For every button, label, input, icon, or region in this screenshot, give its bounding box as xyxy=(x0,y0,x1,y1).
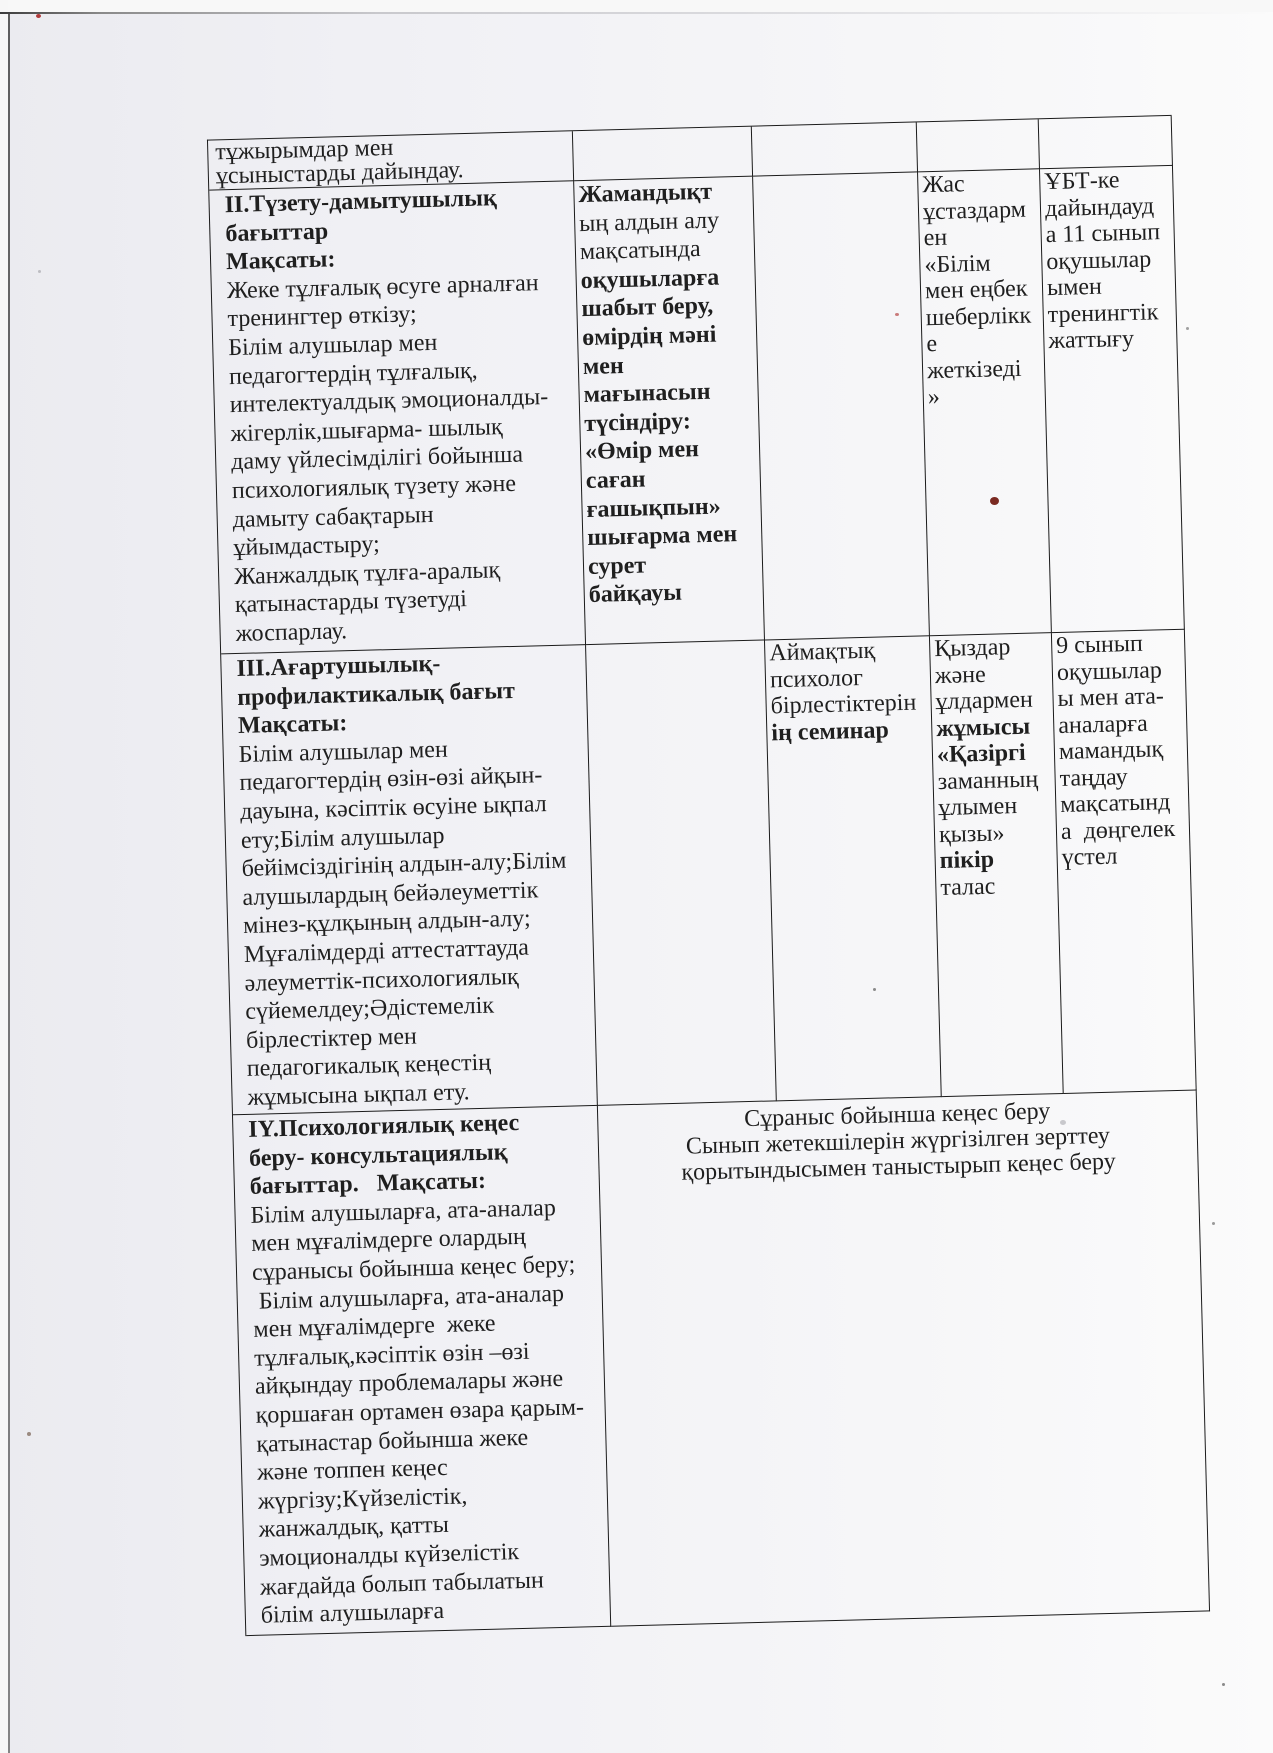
cell-r2-c1 xyxy=(209,181,586,654)
cell-r2-c2-line: байқауы xyxy=(588,579,683,609)
cell-r2-c1-line: дамыту сабақтарын xyxy=(232,501,434,533)
cell-r3-c1-line: педагогтердің өзін-өзі айқын- xyxy=(239,762,543,797)
cell-r2-c4-line: «Білім xyxy=(924,250,991,278)
cell-r2-c4-line: шеберлікк xyxy=(925,302,1032,331)
cell-r4-c1-line: бағыттар. Мақсаты: xyxy=(249,1168,487,1201)
cell-r3-c4-line: Қыздар xyxy=(933,634,1011,663)
scan-speck xyxy=(27,1432,31,1436)
cell-r4-c1-line: сұранысы бойынша кеңес беру; xyxy=(251,1251,576,1286)
cell-r2-c2-line: мақсатында xyxy=(579,236,701,266)
cell-r2-c2-line: саған xyxy=(585,466,646,494)
cell-r3-c4-line: ұлымен xyxy=(938,793,1018,822)
cell-r3-c5-line: мамандық xyxy=(1058,736,1164,765)
cell-r2-c3 xyxy=(753,172,930,640)
cell-r3-c1-line: мінез-құлқының алдын-алу; xyxy=(242,905,531,940)
cell-r3-c4-line: пікір xyxy=(939,846,995,875)
cell-r2-c1-line: қатынастарды түзетуді xyxy=(234,586,468,619)
cell-r3-c5-line: оқушылар xyxy=(1056,656,1163,686)
cell-r1-c1-line: ұсыныстарды дайындау. xyxy=(215,157,464,190)
cell-r2-c1-line: жігерлік,шығарма- шылық xyxy=(230,413,503,447)
cell-r4-c1-line: тұлғалық,кәсіптік өзін –өзі xyxy=(253,1338,530,1372)
cell-r4-c1-line: эмоционалды күйзелістік xyxy=(259,1538,520,1572)
cell-r3-c3-line: психолог xyxy=(769,664,864,693)
cell-r3-c5-line: мақсатынд xyxy=(1059,789,1171,818)
cell-r3-c1-line: III.Ағартушылық- xyxy=(236,650,441,683)
cell-r2-c4-line: е xyxy=(926,330,938,358)
cell-r2-c4-line: ұстаздарм xyxy=(922,196,1027,225)
cell-r3-c1-line: бейімсіздігінің алдын-алу;Білім xyxy=(241,847,567,883)
cell-r2-c1-line: даму үйлесімділігі бойынша xyxy=(230,441,524,476)
cell-r2-c1-line: бағыттар xyxy=(225,218,329,247)
cell-r2-c5-line: ҰБТ-ке xyxy=(1043,167,1120,196)
scan-speck xyxy=(1222,1683,1225,1686)
cell-r3-c5 xyxy=(1052,630,1197,1094)
cell-r2-c5-line: а 11 сынып xyxy=(1045,219,1161,249)
cell-r2-c1-line: жоспарлау. xyxy=(235,618,348,647)
scan-speck xyxy=(38,270,41,273)
cell-r2-c2-line: өмірдің мәні xyxy=(581,321,717,352)
cell-r2-c2-line: шабыт беру, xyxy=(581,293,714,323)
cell-r3-c1-line: бірлестіктер мен xyxy=(245,1023,418,1054)
scan-edge-left-strip xyxy=(0,0,8,1753)
cell-r4-c1-line: IY.Психологиялық кеңес xyxy=(248,1109,520,1143)
cell-r2-c1-line: психологиялық түзету және xyxy=(231,470,517,505)
cell-r3-c4-line: ұлдармен xyxy=(935,686,1034,716)
cell-r2-c4-line: » xyxy=(927,383,941,411)
cell-r4-c1-line: қатынастар бойынша жеке xyxy=(256,1424,529,1458)
cell-r2-c1-line: Мақсаты: xyxy=(225,246,336,276)
cell-r2-c1-line: II.Түзету-дамытушылық xyxy=(224,185,498,219)
cell-r3-c4-line: және xyxy=(934,661,986,689)
cell-r1-c1-line: тұжырымдар мен xyxy=(214,134,394,166)
cell-r4-c1-line: білім алушыларға xyxy=(260,1598,445,1629)
cell-r2-c5-line: дайындауд xyxy=(1044,192,1155,222)
cell-r2-c4-line: ен xyxy=(923,224,948,252)
cell-r3-c1-line: ету;Білім алушылар xyxy=(240,822,445,854)
cell-r3-c4-line: жұмысы xyxy=(935,713,1031,742)
cell-r4-c1-line: жүргізу;Күйзелістік, xyxy=(257,1483,468,1515)
cell-r3-c1-line: Білім алушылар мен xyxy=(238,736,449,768)
cell-r2-c4-line: жеткізеді xyxy=(926,355,1022,384)
cell-r3-c1-line: Мұғалімдерді аттестаттауда xyxy=(243,934,530,968)
cell-r4-c1-line: беру- консультациялық xyxy=(248,1138,508,1172)
cell-r2-c4-line: Жас xyxy=(922,171,965,199)
cell-r4-merged-line: қорытындысымен таныстырып кеңес беру xyxy=(681,1148,1116,1186)
cell-r2-c1-line: Білім алушылар мен xyxy=(227,329,438,362)
cell-r4-c1-line: және топпен кеңес xyxy=(256,1455,448,1486)
cell-r3-c3-line: ің семинар xyxy=(771,716,890,746)
cell-r3-c4-line: «Қазіргі xyxy=(936,739,1026,769)
cell-r3-c4-line: заманның xyxy=(937,766,1039,795)
cell-r2-c5-line: тренингтік xyxy=(1047,298,1159,328)
cell-r2-c2-line: Жамандықт xyxy=(578,178,713,209)
cell-r2-c2-line: шығарма мен xyxy=(586,521,738,552)
cell-r4-c1-line: қоршаған ортамен өзара қарым- xyxy=(255,1394,585,1429)
cell-r2-c2-line: мен xyxy=(582,352,625,380)
scan-speck xyxy=(1186,327,1189,330)
cell-r3-c5-line: 9 сынып xyxy=(1055,630,1144,659)
cell-r2-c2-line: мағынасын xyxy=(583,378,711,409)
plan-table xyxy=(207,115,1210,1636)
scan-edge-top-strip xyxy=(0,0,1273,12)
cell-r4-c1-line: жағдайда болып табылатын xyxy=(259,1566,545,1601)
cell-r1-c5 xyxy=(1039,116,1173,169)
scan-speck xyxy=(1212,1222,1215,1225)
cell-r2-c2 xyxy=(574,177,765,645)
cell-r2-c1-line: педагогтердің тұлғалық, xyxy=(228,357,478,390)
cell-r2-c5-line: оқушылар xyxy=(1046,245,1152,275)
cell-r3-c2 xyxy=(586,640,777,1105)
scan-speck xyxy=(36,14,41,18)
cell-r3-c3-line: Аймақтық xyxy=(768,637,876,667)
cell-r2-c2-line: түсіндіру: xyxy=(584,408,692,437)
cell-r2-c5 xyxy=(1040,166,1185,633)
cell-r3-c4 xyxy=(930,633,1064,1097)
cell-r4-c1-line: Білім алушыларға, ата-аналар xyxy=(250,1194,557,1229)
cell-r1-c3 xyxy=(752,122,918,176)
cell-r2-c2-line: сурет xyxy=(587,552,647,580)
cell-r4-c1-line: жанжалдық, қатты xyxy=(258,1512,450,1544)
cell-r3-c1-line: алушылардың бейәлеуметтік xyxy=(242,877,539,911)
cell-r3-c5-line: таңдау xyxy=(1059,763,1128,792)
cell-r3-c1-line: профилактикалық бағыт xyxy=(236,677,516,711)
cell-r3-c5-line: үстел xyxy=(1061,843,1118,871)
cell-r3-c4-line: қызы» xyxy=(938,819,1005,848)
cell-r2-c1-line: Жанжалдық тұлға-аралық xyxy=(233,556,501,590)
cell-r2-c2-line: ғашықпын» xyxy=(586,493,721,523)
scan-edge-top xyxy=(0,12,1273,14)
cell-r2-c2-line: «Өмір мен xyxy=(584,436,700,466)
cell-r3-c1 xyxy=(221,645,598,1115)
cell-r2-c5-line: ымен xyxy=(1046,273,1103,302)
cell-r2-c1-line: тренингтер өткізу; xyxy=(227,301,417,333)
cell-r2-c5-line: жаттығу xyxy=(1048,325,1135,355)
cell-r4-c1-line: мен мұғалімдерге жеке xyxy=(253,1310,496,1343)
cell-r2-c1-line: интелектуалдық эмоционалды- xyxy=(229,384,549,419)
cell-r4-c1 xyxy=(233,1106,611,1636)
cell-r3-c1-line: дауына, кәсіптік өсуіне ықпал xyxy=(239,791,547,825)
cell-r2-c1-line: ұйымдастыру; xyxy=(233,531,381,562)
cell-r1-c4 xyxy=(917,119,1040,172)
cell-r3-c1-line: жұмысына ықпал ету. xyxy=(247,1079,470,1111)
cell-r3-c5-line: а дөңгелек xyxy=(1060,815,1176,845)
cell-r3-c1-line: педагогикалық кеңестің xyxy=(246,1049,492,1083)
cell-r3-c4-line: талас xyxy=(940,873,996,901)
cell-r1-c2 xyxy=(573,127,753,182)
cell-r4-merged xyxy=(598,1091,1210,1627)
cell-r4-c1-line: Білім алушыларға, ата-аналар xyxy=(252,1280,565,1315)
cell-r2-c2-line: ың алдын алу xyxy=(578,207,720,237)
cell-r3-c5-line: аналарға xyxy=(1057,710,1149,739)
cell-r3-c1-line: әлеуметтік-психологиялық xyxy=(244,963,519,997)
cell-r3-c1-line: сүйемелдеу;Әдістемелік xyxy=(245,992,495,1026)
cell-r2-c4 xyxy=(918,169,1052,636)
cell-r3-c3 xyxy=(765,636,942,1101)
cell-r3-c3-line: бірлестіктерін xyxy=(770,689,917,720)
cell-r2-c1-line: Жеке тұлғалық өсуге арналған xyxy=(226,269,539,304)
cell-r4-c1-line: айқындау проблемалары және xyxy=(254,1366,564,1401)
cell-r4-c1-line: мен мұғалімдерге олардың xyxy=(250,1224,527,1258)
cell-r4-merged-line: Сынып жетекшілерін жүргізілген зерттеу xyxy=(685,1122,1111,1160)
cell-r3-c5-line: ы мен ата- xyxy=(1057,683,1165,712)
cell-r2-c4-line: мен еңбек xyxy=(924,275,1028,305)
cell-r3-c1-line: Мақсаты: xyxy=(237,710,348,740)
cell-r4-merged-line: Сұраныс бойынша кеңес беру xyxy=(743,1098,1051,1133)
cell-r2-c2-line: оқушыларға xyxy=(580,264,720,294)
scan-edge-left xyxy=(8,14,10,1753)
